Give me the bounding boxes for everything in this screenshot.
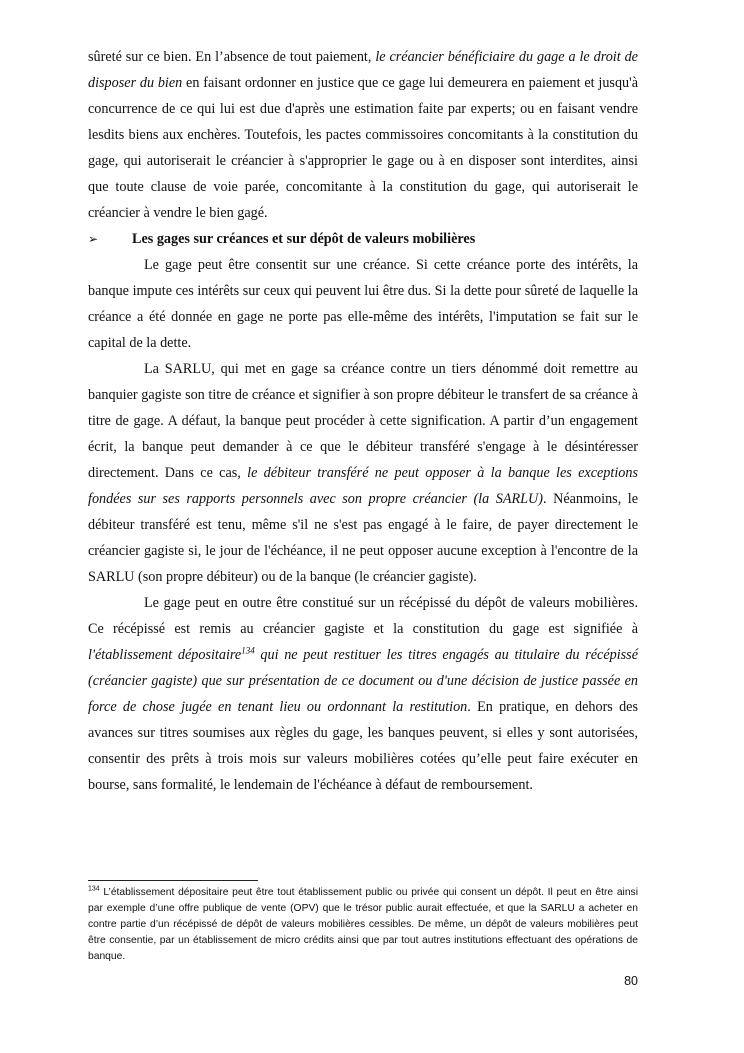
paragraph-1-italic: le créancier bénéficiaire du gage a le droit de disposer du bien	[88, 49, 638, 91]
footnote	[88, 885, 638, 965]
footnote-number: 134	[88, 885, 100, 893]
footnote-separator	[88, 880, 258, 881]
arrowhead-bullet-icon: ➢	[88, 232, 99, 246]
paragraph-1	[88, 44, 638, 226]
page-body	[88, 44, 638, 798]
section-heading	[88, 226, 638, 252]
page-number: 80	[624, 974, 638, 988]
paragraph-4-text-a: Le gage peut en outre être constitué sur un récépissé du dépôt de valeurs mobilières. Ce récépissé est remis au créancier gagiste et la constitution du gage est signifiée à	[88, 595, 638, 637]
paragraph-3-text-c: . Néanmoins, le débiteur transféré est tenu, même s'il ne s'est pas engagé à le faire, de payer directement le créancier gagiste si, le jour de l'échéance, il ne peut opposer aucune exception à l'encontre de la SARLU (son propre débiteur) ou de la banque (le créancier gagiste).	[88, 491, 639, 585]
footnote-reference[interactable]: 134	[241, 645, 255, 656]
paragraph-3-text-a: La SARLU, qui met en gage sa créance contre un tiers dénommé doit remettre au banquier gagiste son titre de créance et signifier à son propre débiteur le transfert de sa créance à titre de gage. A défaut, la banque peut procéder à cette signification. A partir d’un engagement écrit, la banque peut demander à ce que le débiteur transféré s'engage à le désintéresser directement. Dans ce cas,	[88, 361, 638, 481]
paragraph-4	[88, 590, 638, 798]
footnote-text: L’établissement dépositaire peut être tout établissement public ou privée qui consent un dépôt. Il peut en être ainsi par exemple d’une offre publique de vente (OPV) que le trésor public aurait effectuée, et que la SARLU a acheter en contre partie d’un récépissé de dépôt de valeurs mobilières cessibles. De même, un dépôt de valeurs mobilières peut être consentie, par un établissement de micro crédits ainsi que par tout autres institutions effectuant des opérations de banque.	[88, 887, 638, 962]
paragraph-4-text-d: . En pratique, en dehors des avances sur titres soumises aux règles du gage, les banques peuvent, si elles y sont autorisées, consentir des prêts à trois mois sur valeurs mobilières cotées qu’elle peut faire exécuter en bourse, sans formalité, le lendemain de l'échéance à défaut de remboursement.	[88, 699, 638, 793]
paragraph-2: Le gage peut être consentit sur une créance. Si cette créance porte des intérêts, la banque impute ces intérêts sur ceux qui peuvent lui être dus. Si la dette pour sûreté de laquelle la créance a été donnée en gage ne porte pas elle-même des intérêts, l'imputation se fait sur le capital de la dette.	[88, 257, 638, 351]
paragraph-3	[88, 356, 638, 590]
paragraph-4-italic-b: l'établissement dépositaire	[88, 647, 242, 663]
paragraph-1-text-a: sûreté sur ce bien. En l’absence de tout paiement,	[88, 49, 376, 65]
section-title: Les gages sur créances et sur dépôt de valeurs mobilières	[132, 231, 476, 247]
paragraph-3-italic: le débiteur transféré ne peut opposer à la banque les exceptions fondées sur ses rapports personnels avec son propre créancier (la SARLU)	[88, 465, 638, 507]
paragraph-1-text-c: en faisant ordonner en justice que ce gage lui demeurera en paiement et jusqu'à concurrence de ce qui lui est due d'après une estimation faite par experts; ou en faisant vendre lesdits biens aux enchères. Toutefois, les pactes commissoires concomitants à la constitution du gage, qui autoriserait le créancier à s'approprier le gage ou à en disposer sont interdites, ainsi que toute clause de voie parée, concomitante à la constitution du gage, qui autoriserait le créancier à vendre le bien gagé.	[88, 75, 638, 221]
paragraph-4-italic-c: qui ne peut restituer les titres engagés au titulaire du récépissé (créancier gagiste) que sur présentation de ce document ou d'une décision de justice passée en force de chose jugée en tenant lieu ou ordonnant la restitution	[88, 647, 638, 715]
